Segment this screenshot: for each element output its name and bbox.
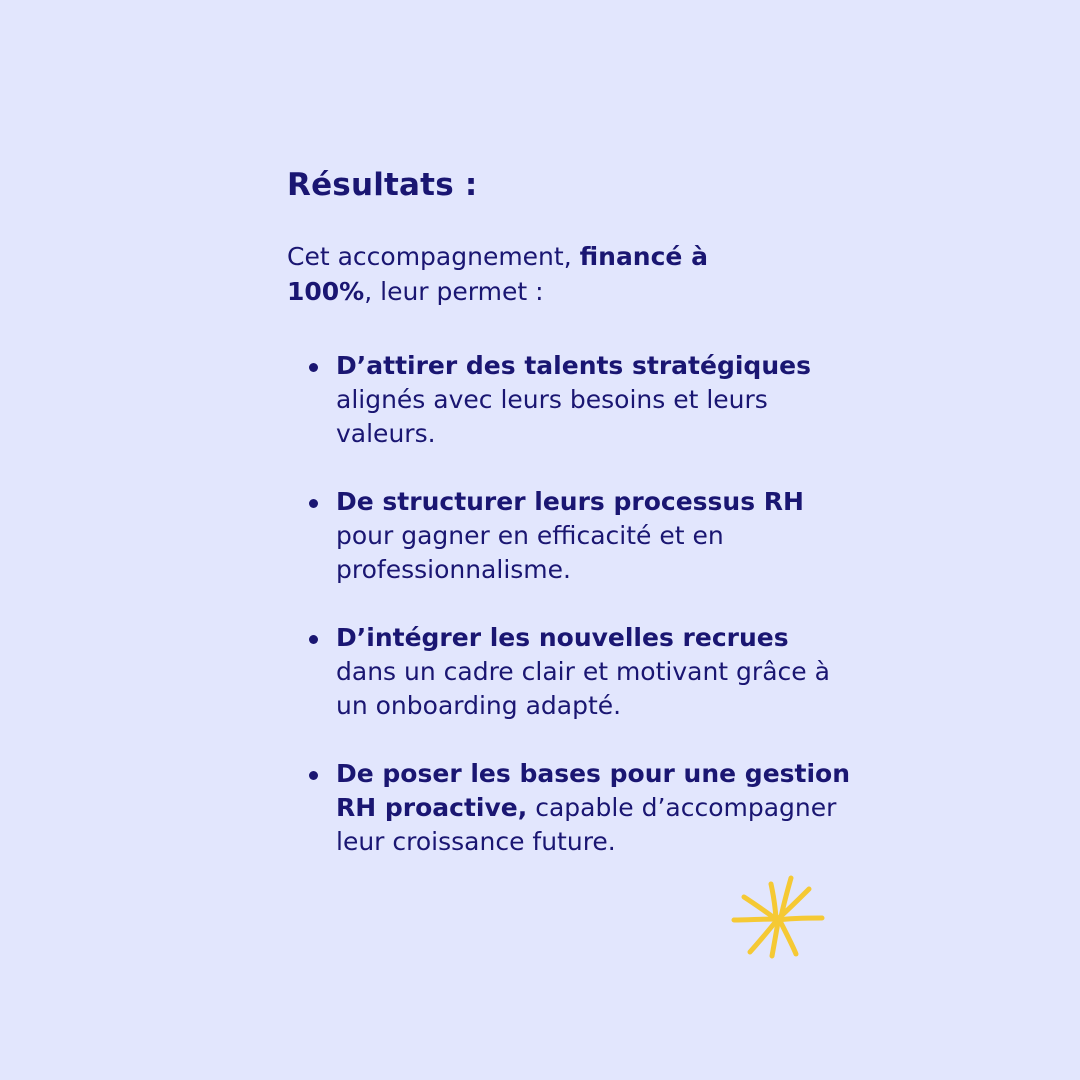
sparkle-star-icon [728, 872, 826, 960]
results-list [287, 349, 867, 859]
list-item [287, 621, 856, 723]
list-item-bold: De structurer leurs processus RH [336, 487, 804, 516]
results-heading: Résultats : [287, 167, 478, 203]
list-item-text: dans un cadre clair et motivant grâce à un onboarding adapté. [336, 657, 830, 720]
list-item-bold: D’intégrer les nouvelles recrues [336, 623, 789, 652]
bullet-dot [309, 499, 318, 508]
list-item-text: capable d’accompagner leur croissance future. [336, 793, 837, 856]
list-item [287, 349, 856, 451]
intro-text-after: , leur permet : [364, 277, 544, 306]
bullet-dot [309, 771, 318, 780]
list-item-bold: De poser les bases pour une gestion RH proactive, [336, 759, 851, 822]
bullet-dot [309, 363, 318, 372]
list-item [287, 485, 856, 587]
bullet-dot [309, 635, 318, 644]
list-item [287, 757, 856, 859]
intro-text-bold: financé à 100% [287, 242, 708, 306]
intro-text-before: Cet accompagnement, [287, 242, 580, 271]
list-item-text: alignés avec leurs besoins et leurs valeurs. [336, 385, 768, 448]
list-item-text: pour gagner en efficacité et en professionnalisme. [336, 521, 724, 584]
results-section [287, 165, 867, 893]
list-item-bold: D’attirer des talents stratégiques [336, 351, 811, 380]
intro-paragraph [287, 239, 787, 309]
